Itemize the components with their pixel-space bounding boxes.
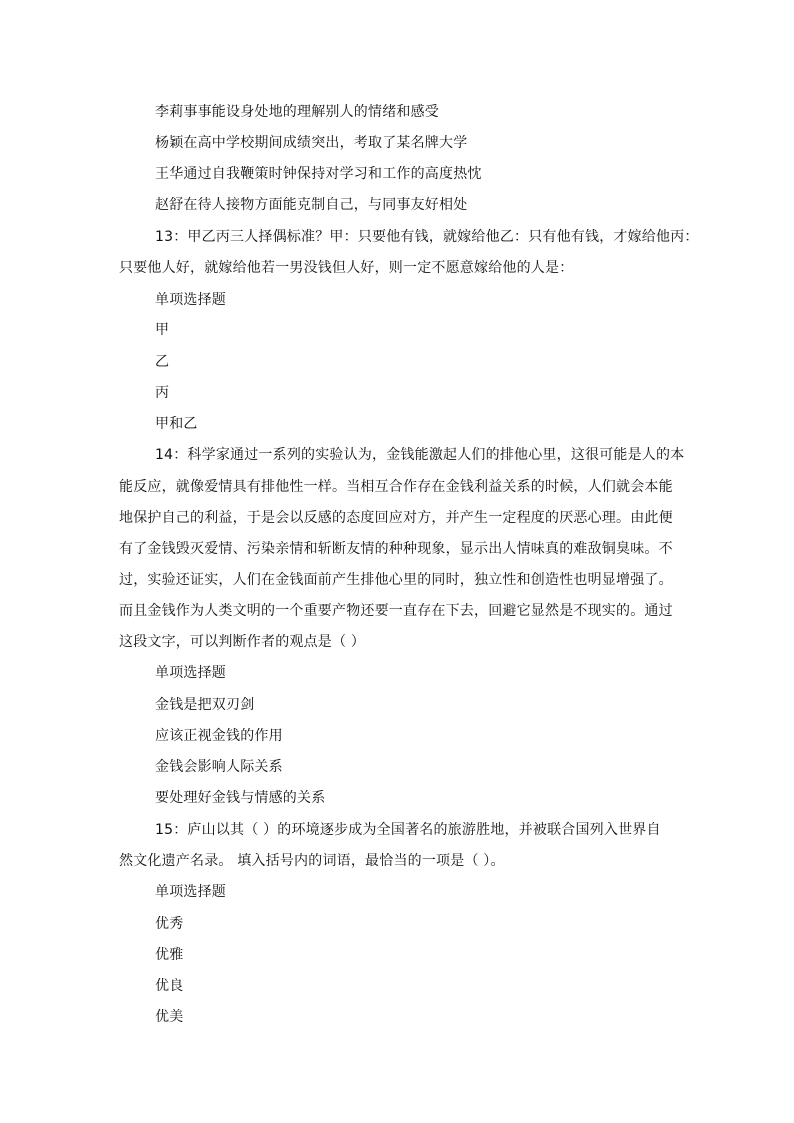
q13-question-type: 单项选择题 [155,292,226,308]
q14-option-c: 金钱会影响人际关系 [155,759,283,775]
q14-question-type: 单项选择题 [155,665,226,681]
q14-stem-line-2: 能反应，就像爱情具有排他性一样。当相互合作存在金钱利益关系的时候，人们就会本能 [119,479,673,495]
q15-option-b: 优雅 [155,947,184,963]
q13-stem-line-2: 只要他人好，就嫁给他若一男没钱但人好，则一定不愿意嫁给他的人是： [119,260,574,276]
q14-option-d: 要处理好金钱与情感的关系 [155,790,326,806]
q14-option-a: 金钱是把双刃剑 [155,697,255,713]
q13-option-d: 甲和乙 [155,416,198,432]
q14-option-b: 应该正视金钱的作用 [155,728,283,744]
q14-stem-line-1: 14：科学家通过一系列的实验认为，金钱能激起人们的排他心里，这很可能是人的本 [155,447,685,463]
q14-stem-line-6: 而且金钱作为人类文明的一个重要产物还要一直存在下去，回避它显然是不现实的。通过 [119,603,673,619]
q15-stem-line-2: 然文化遗产名录。 填入括号内的词语，最恰当的一项是（ ）。 [119,853,505,869]
q13-option-b: 乙 [155,354,170,370]
q15-option-d: 优美 [155,1009,184,1025]
q13-option-a: 甲 [155,322,170,338]
q14-stem-line-3: 地保护自己的利益，于是会以反感的态度回应对方，并产生一定程度的厌恶心理。由此便 [119,510,673,526]
q12-option-b: 杨颖在高中学校期间成绩突出，考取了某名牌大学 [155,135,468,151]
q13-option-c: 丙 [155,385,170,401]
q13-stem-line-1: 13：甲乙丙三人择偶标准？甲：只要他有钱，就嫁给他乙：只有他有钱，才嫁给他丙： [155,229,699,245]
q15-stem-line-1: 15：庐山以其（ ）的环境逐步成为全国著名的旅游胜地，并被联合国列入世界自 [155,822,661,838]
q15-option-a: 优秀 [155,916,184,932]
q12-option-c: 王华通过自我鞭策时钟保持对学习和工作的高度热忱 [155,166,482,182]
q15-question-type: 单项选择题 [155,884,226,900]
q14-stem-line-5: 过，实验还证实，人们在金钱面前产生排他心里的同时，独立性和创造性也明显增强了。 [119,572,673,588]
q14-stem-line-7: 这段文字，可以判断作者的观点是（ ） [119,634,366,650]
q12-option-d: 赵舒在待人接物方面能克制自己，与同事友好相处 [155,197,468,213]
q12-option-a: 李莉事事能设身处地的理解别人的情绪和感受 [155,104,439,120]
q14-stem-line-4: 有了金钱毁灭爱情、污染亲情和斩断友情的种种现象，显示出人情味真的难敌铜臭味。不 [119,541,673,557]
q15-option-c: 优良 [155,978,184,994]
